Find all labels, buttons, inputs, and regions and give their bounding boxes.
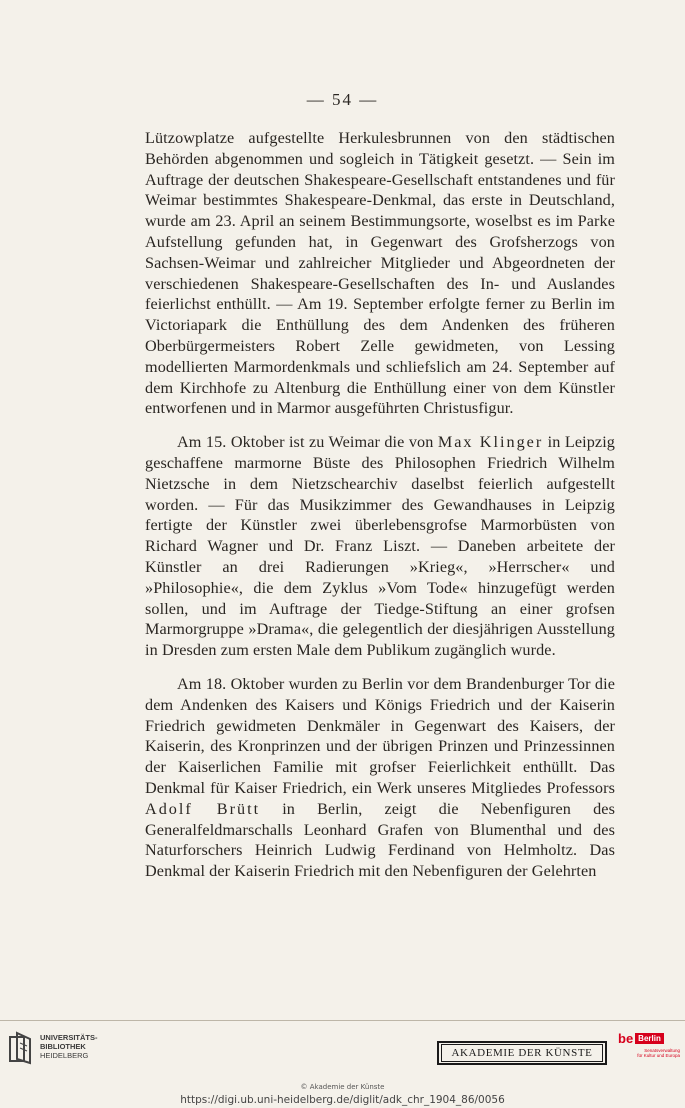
text-segment: in Leipzig geschaffene marmorne Büste des Philosophen Friedrich Wilhelm Nietzsche in dem Nietzschearchiv daselbst feierlich aufgestellt worden. — Für das Musikzimmer des Gewandhauses in Leipzig fertigte der Künstler zwei überlebensgrofse Marmorbüsten von Richard Wagner und Dr. Franz Liszt. — Daneben arbeitete der Künstler an drei Radierungen »Krieg«, »Herrscher« und »Philosophie«, die dem Zyklus »Vom Tode« hinzugefügt werden sollen, und im Auftrage der Tiedge-Stiftung an einer grofsen Marmorgruppe »Drama«, die gelegentlich der diesjährigen Ausstellung in Dresden zum ersten Male dem Publikum zugänglich wurde. bbox=[145, 433, 615, 660]
text-segment: in Berlin, zeigt die Nebenfiguren des Generalfeldmarschalls Leonhard Grafen von Blumenthal und des Naturforschers Heinrich Ludwig Ferdinand von Helmholtz. Das Denkmal der Kaiserin Friedrich mit den Nebenfiguren der Gelehrten bbox=[145, 799, 615, 881]
akademie-der-kuenste-logo bbox=[437, 1041, 607, 1065]
paragraph bbox=[145, 128, 615, 419]
page-number: — 54 — bbox=[306, 90, 379, 109]
copyright-notice: © Akademie der Künste bbox=[300, 1083, 385, 1091]
spaced-name: Max Klinger bbox=[437, 433, 544, 452]
adk-label: AKADEMIE DER KÜNSTE bbox=[441, 1044, 603, 1062]
berlin-senate-logo bbox=[618, 1031, 680, 1065]
text-segment: Lützowplatze aufgestellte Herkulesbrunnen von den städtischen Behörden abgenommen und sogleich in Tätigkeit gesetzt. — Sein im Auftrage der deutschen Shakespeare-Gesellschaft entstandenes und für Weimar bestimmtes Shakespeare-Denkmal, das erste in Deutschland, wurde am 23. April an seinem Bestimmungsorte, woselbst es im Parke Aufstellung gefunden hat, in Gegenwart des Grofsherzogs von Sachsen-Weimar und zahlreicher Mitglieder und Abgeordneten der verschiedenen Shakespeare-Gesellschaften des In- und Auslandes feierlichst enthüllt. — Am 19. September erfolgte ferner zu Berlin im Victoriapark die Enthüllung des dem Andenken des früheren Oberbürgermeisters Robert Zelle gewidmeten, von Lessing modellierten Marmordenkmals und schliefslich am 24. September auf dem Kirchhofe zu Altenburg die Enthüllung einer von dem Künstler entworfenen und in Marmor ausgeführten Christusfigur. bbox=[145, 129, 615, 418]
text-segment: Am 15. Oktober ist zu Weimar die von bbox=[177, 433, 438, 452]
ub-line-3: HEIDELBERG bbox=[40, 1051, 89, 1060]
university-library-name bbox=[40, 1033, 98, 1060]
paragraph bbox=[145, 674, 615, 882]
berlin-badge: Berlin bbox=[635, 1033, 664, 1044]
university-library-logo-icon bbox=[8, 1031, 36, 1065]
ub-line-2: BIBLIOTHEK bbox=[40, 1042, 86, 1051]
text-segment: Am 18. Oktober wurden zu Berlin vor dem Brandenburger Tor die dem Andenken des Kaisers und Königs Friedrich und der Kaiserin Friedrich gewidmeten Denkmäler in Gegenwart des Kaisers, der Kaiserin, des Kronprinzen und der übrigen Prinzen und Prinzessinnen der Kaiserlichen Familie mit grofser Feierlichkeit enthüllt. Das Denkmal für Kaiser Friedrich, ein Werk unseres Mitgliedes Professors bbox=[145, 674, 615, 797]
footer-bar bbox=[0, 1020, 685, 1073]
body-text bbox=[145, 128, 615, 882]
source-url-link[interactable]: https://digi.ub.uni-heidelberg.de/diglit/adk_chr_1904_86/0056 bbox=[180, 1094, 505, 1106]
spaced-name: Adolf Brütt bbox=[145, 799, 261, 818]
ub-line-1: UNIVERSITÄTS- bbox=[40, 1033, 98, 1042]
paragraph bbox=[145, 432, 615, 661]
berlin-sub-line-1: Senatsverwaltung bbox=[644, 1048, 680, 1053]
berlin-subtitle bbox=[618, 1048, 680, 1058]
berlin-sub-line-2: für Kultur und Europa bbox=[637, 1053, 680, 1058]
berlin-be-mark: be bbox=[618, 1031, 634, 1046]
